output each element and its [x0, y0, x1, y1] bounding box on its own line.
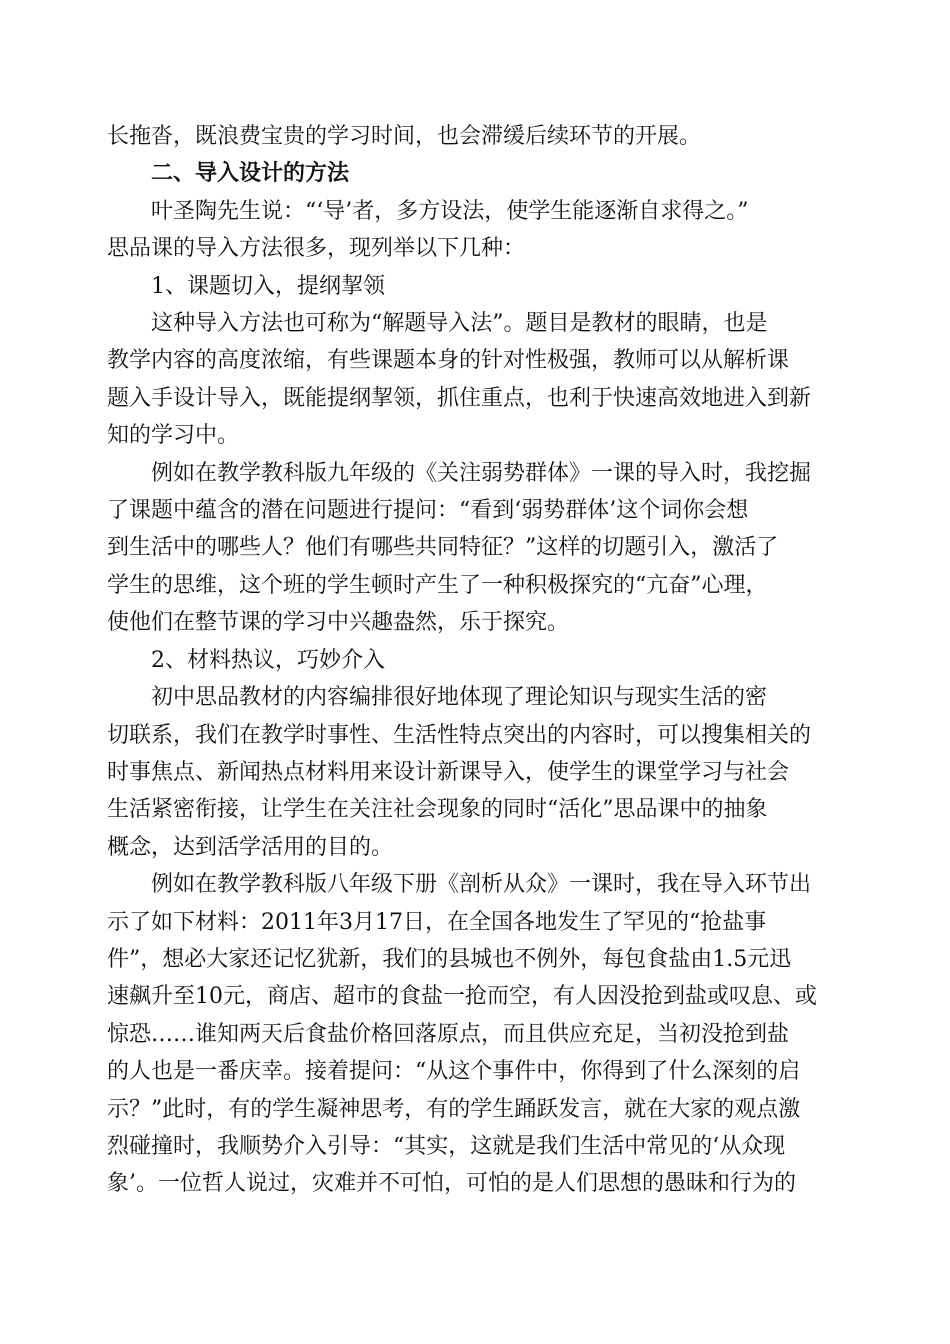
text-line: 到生活中的哪些人？他们有哪些共同特征？”这样的切题引入，激活了 — [107, 535, 779, 561]
text-line: 长拖沓，既浪费宝贵的学习时间，也会滞缓后续环节的开展。 — [107, 124, 702, 149]
text-line: 题入手设计导入，既能提纲挈领，抓住重点，也利于快速高效地进入到新 — [107, 385, 812, 411]
text-line: 思品课的导入方法很多，现列举以下几种： — [107, 236, 526, 262]
text-line: 象’。一位哲人说过，灾难并不可怕，可怕的是人们思想的愚昧和行为的 — [107, 1171, 796, 1197]
text-line: 1、课题切入，提纲挈领 — [151, 273, 385, 299]
text-line: 学生的思维，这个班的学生顿时产生了一种积极探究的“亢奋”心理， — [107, 572, 768, 598]
subheading-method-1 — [107, 268, 849, 305]
section-heading — [107, 155, 849, 192]
paragraph-method-1-description — [107, 305, 849, 455]
text-line: 切联系，我们在教学时事性、生活性特点突出的内容时，可以搜集相关的 — [107, 722, 812, 748]
text-line: 的人也是一番庆幸。接着提问：“从这个事件中，你得到了什么深刻的启 — [107, 1059, 801, 1085]
text-line: 示？”此时，有的学生凝神思考，有的学生踊跃发言，就在大家的观点激 — [107, 1096, 801, 1122]
text-line: 2、材料热议，巧妙介入 — [151, 647, 385, 673]
text-line: 惊恐……谁知两天后食盐价格回落原点，而且供应充足，当初没抢到盐 — [107, 1021, 790, 1047]
text-line: 示了如下材料：2011年3月17日，在全国各地发生了罕见的“抢盐事 — [107, 909, 767, 935]
text-line: 使他们在整节课的学习中兴趣盎然，乐于探究。 — [107, 610, 570, 636]
text-line: 生活紧密衔接，让学生在关注社会现象的同时“活化”思品课中的抽象 — [107, 797, 768, 823]
text-line: 例如在教学教科版九年级的《关注弱势群体》一课的导入时，我挖掘 — [151, 460, 812, 486]
text-line: 概念，达到活学活用的目的。 — [107, 834, 394, 860]
text-line: 件”，想必大家还记忆犹新，我们的县城也不例外，每包食盐由1.5元迅 — [107, 946, 792, 972]
text-line: 初中思品教材的内容编排很好地体现了理论知识与现实生活的密 — [151, 685, 768, 711]
paragraph-method-1-example — [107, 455, 849, 642]
text-line: 了课题中蕴含的潜在问题进行提问：“看到‘弱势群体’这个词你会想 — [107, 498, 749, 524]
document-body — [107, 118, 849, 1203]
text-line: 例如在教学教科版八年级下册《剖析从众》一课时，我在导入环节出 — [151, 872, 812, 898]
paragraph-quote — [107, 193, 849, 268]
paragraph-continuation — [107, 118, 849, 155]
text-line: 时事焦点、新闻热点材料用来设计新课导入，使学生的课堂学习与社会 — [107, 759, 790, 785]
subheading-method-2 — [107, 642, 849, 679]
text-line: 这种导入方法也可称为“解题导入法”。题目是教材的眼睛，也是 — [151, 311, 768, 337]
text-line: 速飙升至10元，商店、超市的食盐一抢而空，有人因没抢到盐或叹息、或 — [107, 984, 817, 1010]
text-line: 二、导入设计的方法 — [151, 161, 350, 187]
text-line: 教学内容的高度浓缩，有些课题本身的针对性极强，教师可以从解析课 — [107, 348, 790, 374]
paragraph-method-2-description — [107, 679, 849, 866]
paragraph-method-2-example — [107, 866, 849, 1203]
text-line: 知的学习中。 — [107, 423, 240, 449]
text-line: 烈碰撞时，我顺势介入引导：“其实，这就是我们生活中常见的‘从众现 — [107, 1133, 786, 1159]
text-line: 叶圣陶先生说：“‘导’者，多方设法，使学生能逐渐自求得之。” — [151, 198, 749, 224]
